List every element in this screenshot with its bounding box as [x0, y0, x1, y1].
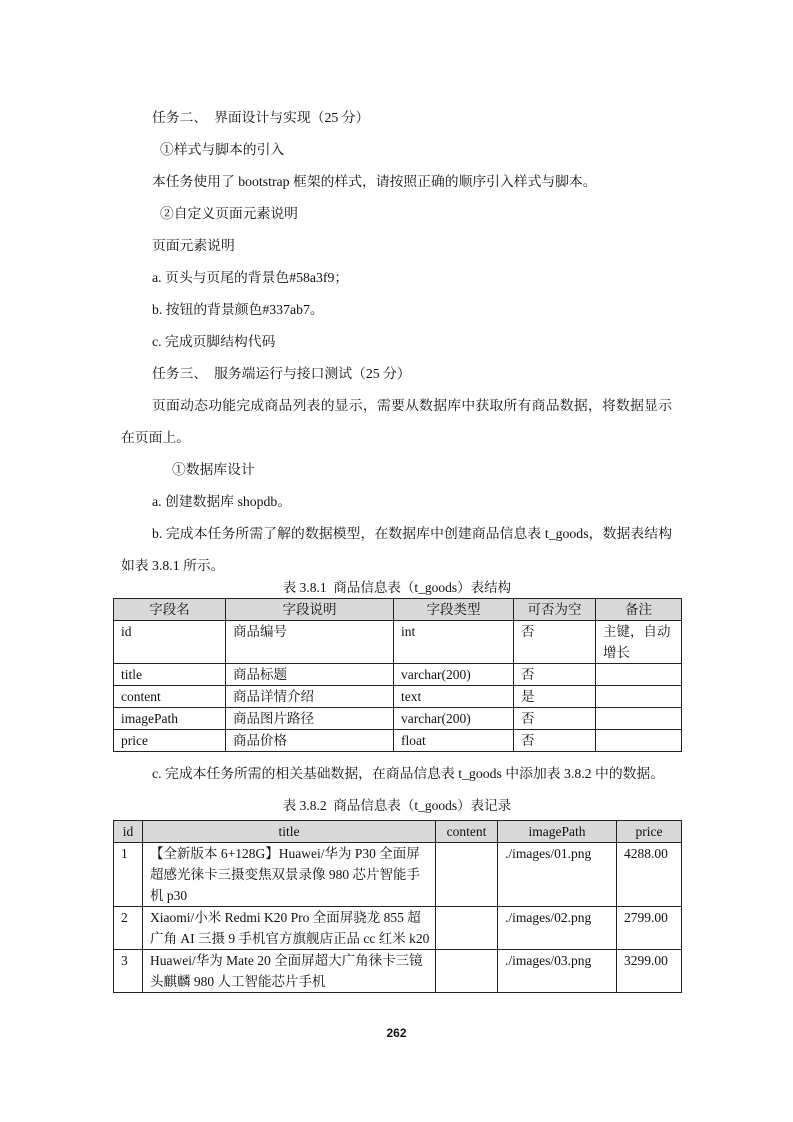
cell-id: 1	[114, 843, 143, 907]
table-row	[114, 664, 682, 686]
task2-step2-subtitle: 页面元素说明	[152, 238, 235, 253]
cell-content	[436, 907, 498, 950]
structure-table-caption: 表 3.8.1 商品信息表（t_goods）表结构	[282, 580, 512, 595]
cell-field-type: varchar(200)	[394, 708, 514, 730]
table-header-row	[114, 599, 682, 621]
cell-image-path: ./images/02.png	[498, 907, 617, 950]
table-row	[114, 907, 682, 950]
cell-note	[596, 708, 682, 730]
header-id: id	[114, 821, 143, 843]
cell-field-type: text	[394, 686, 514, 708]
cell-note	[596, 730, 682, 752]
task3-item-a: a. 创建数据库 shopdb。	[152, 494, 292, 509]
cell-price: 3299.00	[617, 950, 682, 993]
cell-field-type: int	[394, 621, 514, 664]
body-text-block	[121, 102, 672, 582]
records-table	[113, 820, 682, 993]
task2-item-b: b. 按钮的背景颜色#337ab7。	[152, 302, 324, 317]
header-content: content	[436, 821, 498, 843]
cell-nullable: 否	[514, 730, 596, 752]
header-price: price	[617, 821, 682, 843]
cell-title: Xiaomi/小米 Redmi K20 Pro 全面屏骁龙 855 超广角 AI 三摄 9 手机官方旗舰店正品 cc 红米 k20	[143, 907, 436, 950]
cell-id: 2	[114, 907, 143, 950]
task2-item-a: a. 页头与页尾的背景色#58a3f9；	[152, 270, 349, 285]
table-row	[114, 730, 682, 752]
task3-step1-title: ①数据库设计	[172, 462, 255, 477]
cell-title: Huawei/华为 Mate 20 全面屏超大广角徕卡三镜头麒麟 980 人工智能芯片手机	[143, 950, 436, 993]
cell-image-path: ./images/03.png	[498, 950, 617, 993]
header-note: 备注	[596, 599, 682, 621]
cell-field-description: 商品详情介绍	[226, 686, 394, 708]
cell-field-name: price	[114, 730, 226, 752]
cell-field-name: title	[114, 664, 226, 686]
cell-field-description: 商品编号	[226, 621, 394, 664]
cell-note: 主键，自动增长	[596, 621, 682, 664]
task2-heading: 任务二、 界面设计与实现（25 分）	[152, 110, 370, 125]
task2-step2-title: ②自定义页面元素说明	[160, 206, 298, 221]
header-field-name: 字段名	[114, 599, 226, 621]
task2-item-c: c. 完成页脚结构代码	[152, 334, 276, 349]
cell-field-type: varchar(200)	[394, 664, 514, 686]
cell-note	[596, 686, 682, 708]
cell-id: 3	[114, 950, 143, 993]
task3-intro: 页面动态功能完成商品列表的显示，需要从数据库中获取所有商品数据，将数据显示在页面上。	[121, 398, 672, 445]
table-row	[114, 686, 682, 708]
cell-field-name: imagePath	[114, 708, 226, 730]
body-text-block-2	[121, 758, 672, 790]
cell-title: 【全新版本 6+128G】Huawei/华为 P30 全面屏超感光徕卡三摄变焦双景录像 980 芯片智能手机 p30	[143, 843, 436, 907]
structure-table	[113, 598, 682, 752]
cell-nullable: 否	[514, 708, 596, 730]
cell-field-description: 商品价格	[226, 730, 394, 752]
task2-step1-text: 本任务使用了 bootstrap 框架的样式，请按照正确的顺序引入样式与脚本。	[152, 174, 597, 189]
header-field-description: 字段说明	[226, 599, 394, 621]
header-title: title	[143, 821, 436, 843]
cell-content	[436, 950, 498, 993]
cell-field-type: float	[394, 730, 514, 752]
cell-nullable: 否	[514, 664, 596, 686]
cell-field-name: content	[114, 686, 226, 708]
task3-item-b: b. 完成本任务所需了解的数据模型，在数据库中创建商品信息表 t_goods，数据表结构如表 3.8.1 所示。	[121, 526, 672, 573]
cell-price: 4288.00	[617, 843, 682, 907]
cell-nullable: 否	[514, 621, 596, 664]
cell-field-description: 商品标题	[226, 664, 394, 686]
cell-nullable: 是	[514, 686, 596, 708]
table-header-row	[114, 821, 682, 843]
cell-field-name: id	[114, 621, 226, 664]
task3-heading: 任务三、 服务端运行与接口测试（25 分）	[152, 366, 411, 381]
cell-price: 2799.00	[617, 907, 682, 950]
task3-item-c: c. 完成本任务所需的相关基础数据，在商品信息表 t_goods 中添加表 3.8.2 中的数据。	[152, 766, 665, 781]
records-table-caption: 表 3.8.2 商品信息表（t_goods）表记录	[282, 798, 512, 813]
header-field-type: 字段类型	[394, 599, 514, 621]
cell-image-path: ./images/01.png	[498, 843, 617, 907]
header-image-path: imagePath	[498, 821, 617, 843]
cell-note	[596, 664, 682, 686]
table-row	[114, 708, 682, 730]
task2-step1-title: ①样式与脚本的引入	[160, 142, 285, 157]
table-row	[114, 843, 682, 907]
table-row	[114, 621, 682, 664]
page-number: 262	[386, 1026, 407, 1040]
cell-field-description: 商品图片路径	[226, 708, 394, 730]
header-nullable: 可否为空	[514, 599, 596, 621]
table-row	[114, 950, 682, 993]
cell-content	[436, 843, 498, 907]
